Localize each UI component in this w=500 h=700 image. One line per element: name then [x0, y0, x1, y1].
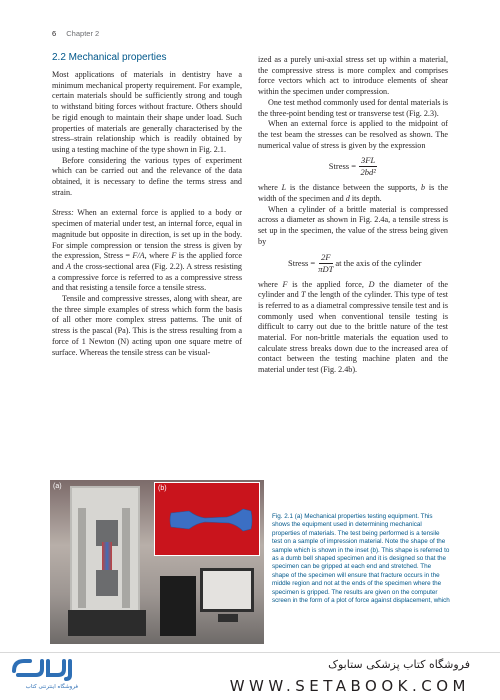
- shop-url: WWW.SETABOOK.COM: [229, 677, 470, 695]
- paragraph-stress-types: Tensile and compressive stresses, along with shear, are the three simple examples of stress which form the basis of all other more complex stress patterns. The unit of stress is the pascal (Pa). This is the stress resulting from a force of 1 Newton (N) acting upon one square metre of surface. Whereas the tensile stress can be visual-: [52, 294, 242, 357]
- symbol-f: F: [171, 251, 177, 261]
- machine-base: [68, 610, 146, 636]
- figure-caption: [272, 513, 450, 605]
- section-title: 2.2 Mechanical properties: [52, 52, 167, 63]
- machine-column-left: [78, 508, 86, 608]
- where-text-b: is the distance between the supports,: [286, 183, 422, 193]
- paragraph-intro: Most applications of materials in dentistry have a minimum mechanical property requirement. For example, certain materials should be sufficiently strong and tough to withstand biting forces without fracture. Others should be rigid enough to maintain their shape under load. Such properties of materials are generally characterised by the stress–strain relationship which is readily obtained by using a testing machine of the type shown in Fig. 2.1.: [52, 70, 242, 154]
- paragraph-compressive: ized as a purely uni-axial stress set up within a material, the compressive stress is more complex and comprises force vectors which act to introduce elements of shear within the specimen under compression.: [258, 55, 448, 97]
- formula1-numerator: 3FL: [361, 155, 376, 166]
- formula2-tail: at the axis of the cylinder: [335, 257, 422, 268]
- page-number: 6: [52, 29, 57, 38]
- where2-text-a: where: [258, 279, 283, 289]
- dumbbell-specimen-icon: [169, 507, 253, 533]
- formula2-denominator: πDT: [318, 263, 334, 274]
- stress-text-c: is the applied force and: [52, 251, 242, 271]
- stress-text-d: the cross-sectional area (Fig. 2.2). A stress resisting a compressive force is referred to as a compressive stress and that resisting a tensile force a tensile stress.: [52, 261, 242, 293]
- symbol-b: b: [421, 183, 426, 193]
- where-text-c: is the width of the specimen and: [258, 183, 448, 204]
- stress-text-b: , where: [144, 251, 172, 261]
- stress-text-a: When an external force is applied to a body or specimen of material under test, an internal force, equal in magnitude but opposite in direction, is set up in the body. For simple compression or tension the stress is given by the expression, Stress =: [52, 208, 242, 261]
- caption-figure-number: Fig. 2.1: [272, 513, 293, 520]
- figure-photo: [50, 480, 264, 644]
- logo-tagline: فروشگاه اینترنتی کتاب: [25, 684, 78, 690]
- symbol-d2: D: [368, 279, 375, 289]
- right-column: [258, 55, 448, 376]
- running-head: [52, 29, 99, 38]
- where2-text-c: the diameter of the cylinder and: [258, 279, 449, 300]
- symbol-d: d: [345, 194, 350, 204]
- footer-divider: [0, 652, 500, 653]
- shop-name: فروشگاه کتاب پزشکی ستابوک: [328, 658, 470, 671]
- figure-label-a: (a): [53, 483, 62, 490]
- computer-monitor: [200, 568, 254, 612]
- stress-term: Stress:: [52, 208, 74, 218]
- paragraph-three-point: One test method commonly used for dental materials is the three-point bending test or transverse test (Fig. 2.3).: [258, 97, 448, 118]
- symbol-a: A: [66, 261, 71, 271]
- left-column: [52, 52, 242, 358]
- setabook-logo: [10, 657, 78, 695]
- lower-grip: [96, 570, 118, 596]
- formula-diametral-stress: [258, 253, 448, 274]
- symbol-f2: F: [282, 279, 288, 289]
- paragraph-definitions: Before considering the various types of experiment which can be carried out and the relevance of the data obtained, it is necessary to define the terms stress and strain.: [52, 155, 242, 197]
- formula1-fraction: [359, 156, 377, 177]
- where-text-e: its depth.: [349, 194, 382, 204]
- chapter-label: Chapter 2: [66, 29, 100, 38]
- paragraph-midpoint: When an external force is applied to the midpoint of the test beam the stresses can be resolved as shown. The numerical value of stress is given by the expression: [258, 119, 448, 150]
- paragraph-where-f: [258, 280, 448, 376]
- paragraph-stress: [52, 208, 242, 294]
- paragraph-cylinder: When a cylinder of a brittle material is compressed across a diameter as shown in Fig. 2.4a, a tensile stress is set up in the specimen, the value of the stress being given by: [258, 204, 448, 246]
- formula2-numerator: 2F: [321, 251, 331, 262]
- paragraph-where-l: [258, 183, 448, 204]
- symbol-l: L: [281, 183, 287, 193]
- where2-text-d: the length of the cylinder. This type of test is referred to as a diametral compressive tensile test and is commonly used when conventional tensile testing is difficult to carry out due to the brittle nature of the test material. For non-brittle materials the equation used to calculate stress breaks down due to the increased area of contact between the testing machine platen and the material under test (Fig. 2.4b).: [258, 290, 448, 375]
- where2-text-b: is the applied force,: [287, 279, 369, 289]
- stress-formula: F/A: [132, 251, 145, 261]
- where-text-a: where: [258, 183, 282, 193]
- figure-label-b: (b): [158, 485, 167, 492]
- caption-text: (a) Mechanical properties testing equipment. This shows the equipment used in determining mechanical properties of materials. The test being performed is a tensile test on a sample of impression material. Note the shape of the sample which is shown in the inset (b). This shape is referred to as a dumb bell shaped specimen and it is designed so that the specimen can be gripped at each end and stretched. The shape of the specimen will ensure that fracture occurs in the middle region and not at the ends of the specimen where the specimen is gripped. The results are given on the computer screen in the form of a plot of force against displacement, which: [272, 513, 450, 605]
- formula2-fraction: [318, 253, 333, 274]
- setabook-logo-icon: [10, 657, 78, 683]
- symbol-t: T: [301, 290, 306, 300]
- monitor-stand: [218, 614, 238, 622]
- formula1-lhs: Stress =: [328, 161, 357, 172]
- formula-bending-stress: [258, 156, 448, 177]
- formula1-denominator: 2bd²: [360, 167, 376, 178]
- machine-column-right: [122, 508, 130, 608]
- computer-tower: [160, 576, 196, 636]
- inset-photo-b: [154, 482, 260, 556]
- formula2-lhs: Stress =: [288, 257, 316, 268]
